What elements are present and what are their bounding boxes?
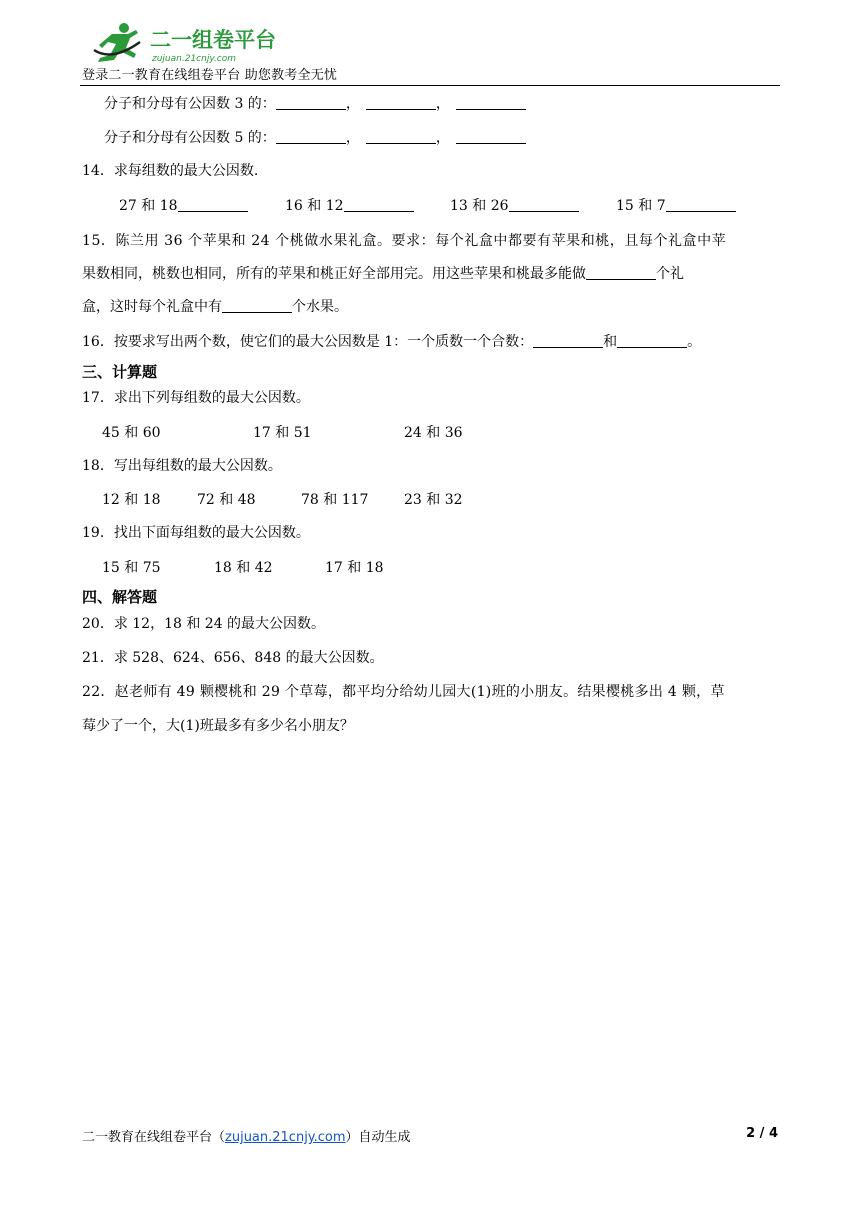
- q14-item: [119, 196, 248, 216]
- q18-item: 12 和 18: [102, 492, 161, 508]
- answer-blank[interactable]: [509, 197, 579, 212]
- platform-logo: [92, 20, 282, 66]
- section-heading-answers: 四、解答题: [82, 588, 158, 606]
- q17-item: 45 和 60: [102, 425, 161, 441]
- answer-blank[interactable]: [586, 265, 656, 280]
- footer-suffix: ）自动生成: [345, 1130, 411, 1145]
- answer-blank[interactable]: [222, 298, 292, 313]
- q13-line-3: [104, 94, 526, 114]
- q19-item: 15 和 75: [102, 560, 161, 576]
- logo-subtitle: zujuan.21cnjy.com: [152, 54, 237, 64]
- q14-item: [285, 196, 414, 216]
- q18-item: 78 和 117: [301, 492, 369, 508]
- footer-prefix: 二一教育在线组卷平台（: [82, 1130, 226, 1145]
- q16-text: 。: [687, 334, 702, 350]
- q20-text: 20．求 12，18 和 24 的最大公因数。: [82, 616, 326, 632]
- q13-label-5: 分子和分母有公因数 5 的：: [104, 130, 276, 146]
- answer-blank[interactable]: [344, 197, 414, 212]
- page-number: 2 / 4: [746, 1126, 778, 1141]
- q13-label-3: 分子和分母有公因数 3 的：: [104, 96, 276, 112]
- answer-blank[interactable]: [178, 197, 248, 212]
- q18-item: 23 和 32: [404, 492, 463, 508]
- q14-item-text: 15 和 7: [616, 198, 666, 214]
- answer-blank[interactable]: [533, 333, 603, 348]
- answer-blank[interactable]: [456, 95, 526, 110]
- q14-stem: 14．求每组数的最大公因数.: [82, 163, 259, 179]
- q14-item-text: 27 和 18: [119, 198, 178, 214]
- q17-item: 17 和 51: [253, 425, 312, 441]
- q17-stem: 17．求出下列每组数的最大公因数。: [82, 390, 310, 406]
- q15-text: 果数相同，桃数也相同，所有的苹果和桃正好全部用完。用这些苹果和桃最多能做: [82, 266, 586, 282]
- header-divider: [80, 85, 780, 86]
- q16-line: [82, 332, 701, 352]
- answer-blank[interactable]: [276, 95, 346, 110]
- q15-text: 个礼: [656, 266, 684, 282]
- q15-line-2: [82, 264, 684, 284]
- q19-item: 18 和 42: [214, 560, 273, 576]
- q18-stem: 18．写出每组数的最大公因数。: [82, 458, 282, 474]
- section-heading-calculation: 三、计算题: [82, 363, 158, 381]
- q14-item: [450, 196, 579, 216]
- footer-link[interactable]: zujuan.21cnjy.com: [225, 1130, 346, 1145]
- logo-title: 二一组卷平台: [150, 28, 276, 52]
- runner-logo-icon: [92, 20, 282, 66]
- header-tagline: 登录二一教育在线组卷平台 助您教考全无忧: [82, 68, 338, 83]
- q16-text: 和: [603, 334, 618, 350]
- q19-item: 17 和 18: [325, 560, 384, 576]
- q16-text: 16．按要求写出两个数，使它们的最大公因数是 1：一个质数一个合数：: [82, 334, 534, 350]
- q18-item: 72 和 48: [197, 492, 256, 508]
- q15-text: 个水果。: [292, 299, 348, 315]
- q15-line-1: 15．陈兰用 36 个苹果和 24 个桃做水果礼盒。要求：每个礼盒中都要有苹果和桃，且每个礼盒中苹: [82, 233, 727, 249]
- answer-blank[interactable]: [276, 129, 346, 144]
- separator: ，: [345, 96, 360, 112]
- separator: ，: [435, 96, 450, 112]
- answer-blank[interactable]: [617, 333, 687, 348]
- answer-blank[interactable]: [666, 197, 736, 212]
- q17-item: 24 和 36: [404, 425, 463, 441]
- q13-line-5: [104, 128, 526, 148]
- q22-line-2: 莓少了一个，大(1)班最多有多少名小朋友？: [82, 718, 354, 734]
- q22-line-1: 22．赵老师有 49 颗樱桃和 29 个草莓，都平均分给幼儿园大(1)班的小朋友。结果樱桃多出 4 颗，草: [82, 684, 725, 700]
- page-footer: [82, 1126, 411, 1145]
- q14-item-text: 13 和 26: [450, 198, 509, 214]
- answer-blank[interactable]: [456, 129, 526, 144]
- q14-item-text: 16 和 12: [285, 198, 344, 214]
- separator: ，: [435, 130, 450, 146]
- q14-item: [616, 196, 736, 216]
- answer-blank[interactable]: [366, 95, 436, 110]
- answer-blank[interactable]: [366, 129, 436, 144]
- q15-text: 盒，这时每个礼盒中有: [82, 299, 222, 315]
- q21-text: 21．求 528、624、656、848 的最大公因数。: [82, 650, 384, 666]
- q15-line-3: [82, 297, 348, 317]
- q19-stem: 19．找出下面每组数的最大公因数。: [82, 525, 310, 541]
- separator: ，: [345, 130, 360, 146]
